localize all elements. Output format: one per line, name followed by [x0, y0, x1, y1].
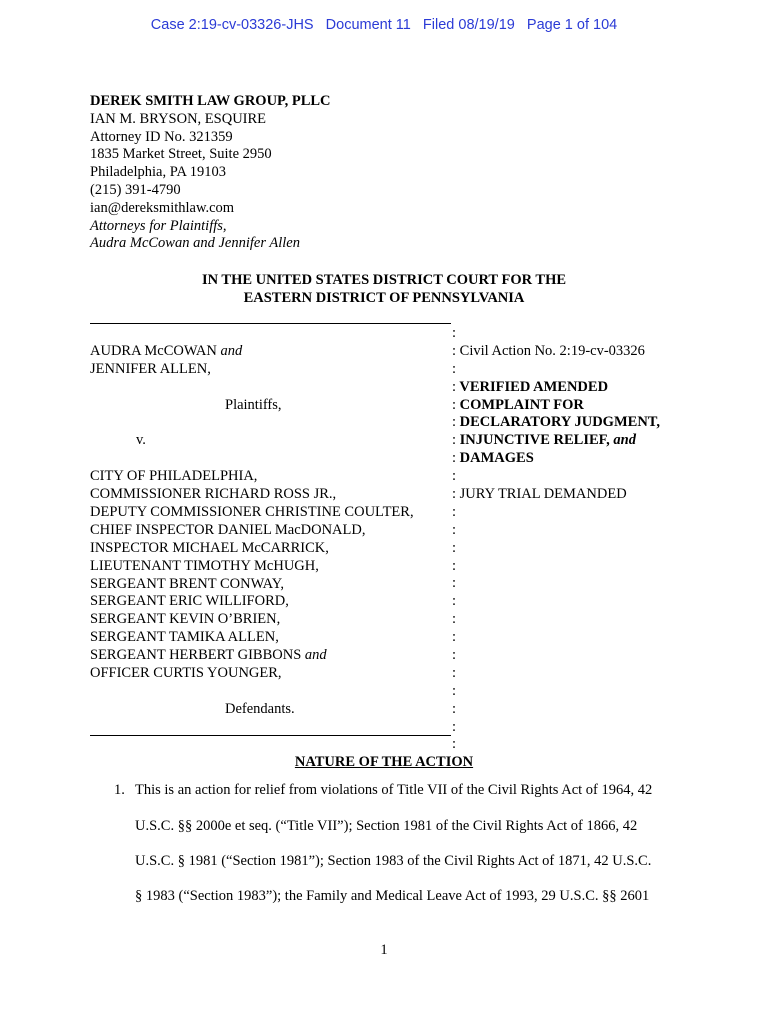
client-names: Audra McCowan and Jennifer Allen — [90, 235, 300, 252]
plaintiff-1: AUDRA McCOWAN — [90, 343, 217, 359]
colon: : — [452, 325, 457, 341]
colon: : — [452, 593, 457, 610]
paragraph-line-1: This is an action for relief from violations of Title VII of the Civil Rights Act of 1964, 42 — [135, 782, 653, 798]
colon: : — [452, 521, 457, 538]
colon: : — [452, 468, 457, 485]
colon: : — [452, 682, 457, 699]
jury-demand-line — [452, 486, 660, 504]
colon: : — [452, 450, 457, 467]
versus: v. — [136, 432, 146, 449]
firm-city: Philadelphia, PA 19103 — [90, 164, 227, 181]
colon: : — [452, 629, 457, 646]
doc-title-line-4 — [452, 432, 660, 450]
defendant-2: COMMISSIONER RICHARD ROSS JR., — [90, 486, 337, 503]
doc-title-line-2 — [452, 397, 660, 415]
colon: : — [452, 700, 457, 717]
colon: : — [452, 378, 457, 395]
caption-right-column — [452, 325, 660, 754]
defendants-label: Defendants. — [225, 700, 295, 717]
doc-title-1: VERIFIED AMENDED — [459, 378, 609, 395]
defendant-and: and — [304, 647, 327, 664]
caption-parties — [90, 343, 414, 719]
defendant-5: INSPECTOR MICHAEL McCARRICK, — [90, 539, 329, 556]
colon: : — [452, 664, 457, 681]
doc-title-line-1 — [452, 379, 660, 397]
colon: : — [452, 718, 457, 735]
defendant-3: DEPUTY COMMISSIONER CHRISTINE COULTER, — [90, 504, 414, 521]
caption-top-rule — [90, 323, 451, 324]
colon: : — [452, 396, 457, 413]
plaintiff-2: JENNIFER ALLEN, — [90, 360, 211, 377]
plaintiff-line-1 — [90, 343, 414, 361]
doc-title-and: and — [613, 432, 636, 449]
firm-email: ian@dereksmithlaw.com — [90, 199, 235, 216]
colon: : — [452, 486, 457, 503]
colon: : — [452, 432, 457, 449]
paragraph-line-3: U.S.C. § 1981 (“Section 1981”); Section 1983 of the Civil Rights Act of 1871, 42 U.S.C. — [135, 853, 652, 869]
doc-title-line-3 — [452, 414, 660, 432]
doc-title-2: COMPLAINT FOR — [459, 396, 584, 413]
attorney-id: Attorney ID No. 321359 — [90, 128, 233, 145]
paragraph-line-2: U.S.C. §§ 2000e et seq. (“Title VII”); Section 1981 of the Civil Rights Act of 1866, 42 — [135, 818, 638, 834]
defendant-8: SERGEANT ERIC WILLIFORD, — [90, 593, 289, 610]
colon: : — [452, 539, 457, 556]
doc-title-3: DECLARATORY JUDGMENT, — [459, 414, 661, 431]
defendant-7: SERGEANT BRENT CONWAY, — [90, 575, 285, 592]
colon: : — [452, 557, 457, 574]
plaintiff-and: and — [220, 343, 243, 359]
plaintiffs-label: Plaintiffs, — [225, 396, 282, 413]
colon: : — [452, 414, 457, 431]
defendant-12: OFFICER CURTIS YOUNGER, — [90, 665, 282, 682]
defendant-6: LIEUTENANT TIMOTHY McHUGH, — [90, 557, 319, 574]
firm-phone: (215) 391-4790 — [90, 181, 181, 198]
defendant-9: SERGEANT KEVIN O’BRIEN, — [90, 611, 281, 628]
paragraph-line-4: § 1983 (“Section 1983”); the Family and Medical Leave Act of 1993, 29 U.S.C. §§ 2601 — [135, 888, 650, 904]
page-number: 1 — [380, 942, 388, 958]
doc-title-line-5 — [452, 450, 660, 468]
defendant-11: SERGEANT HERBERT GIBBONS — [90, 647, 302, 664]
doc-title-5: DAMAGES — [459, 450, 534, 467]
case-header-stamp: Case 2:19-cv-03326-JHS Document 11 Filed 08/19/19 Page 1 of 104 — [150, 17, 618, 33]
defendant-10: SERGEANT TAMIKA ALLEN, — [90, 629, 279, 646]
colon: : — [452, 647, 457, 664]
defendant-1: CITY OF PHILADELPHIA, — [90, 468, 258, 485]
court-line-2: EASTERN DISTRICT OF PENNSYLVANIA — [243, 290, 525, 306]
colon: : — [452, 503, 457, 520]
civil-action-number: Civil Action No. 2:19-cv-03326 — [459, 342, 645, 359]
section-title: NATURE OF THE ACTION — [294, 754, 474, 770]
defendant-4: CHIEF INSPECTOR DANIEL MacDONALD, — [90, 521, 366, 538]
paragraph-number: 1. — [114, 782, 125, 798]
colon: : — [452, 342, 457, 359]
colon: : — [452, 736, 457, 753]
doc-title-4: INJUNCTIVE RELIEF, — [459, 432, 610, 449]
caption-civil-action-line — [452, 343, 660, 361]
caption-bottom-rule — [90, 735, 451, 736]
colon: : — [452, 611, 457, 628]
colon: : — [452, 575, 457, 592]
attorney-name: IAN M. BRYSON, ESQUIRE — [90, 110, 267, 127]
court-line-1: IN THE UNITED STATES DISTRICT COURT FOR THE — [201, 272, 567, 288]
attorney-block — [90, 93, 331, 253]
firm-name: DEREK SMITH LAW GROUP, PLLC — [90, 93, 331, 109]
defendant-11-line — [90, 647, 414, 665]
jury-demand: JURY TRIAL DEMANDED — [459, 486, 627, 503]
firm-street: 1835 Market Street, Suite 2950 — [90, 146, 272, 163]
attorney-role: Attorneys for Plaintiffs, — [90, 217, 227, 234]
colon: : — [452, 360, 457, 377]
